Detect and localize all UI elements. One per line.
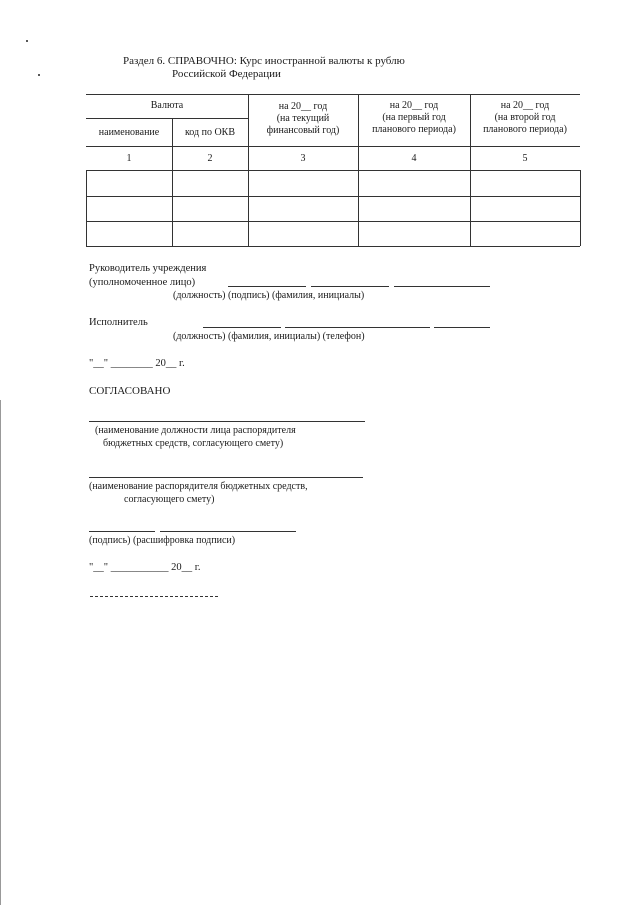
head-signature-line <box>311 286 389 287</box>
date-line-2: "__" ___________ 20__ г. <box>89 562 201 573</box>
header-col5-line2: (на второй год <box>494 112 556 123</box>
header-okv-code: код по ОКВ <box>184 127 236 138</box>
header-col5-line1: на 20__ год <box>500 100 550 111</box>
approver-caption-1a: (наименование должности лица распорядителя <box>95 425 296 436</box>
header-col4-line3: планового периода) <box>372 124 456 135</box>
approver-org-line <box>89 477 363 478</box>
col-number-4: 4 <box>411 153 417 164</box>
header-col3-line3: финансовый год) <box>266 125 340 136</box>
header-col3-line1: на 20__ год <box>278 101 328 112</box>
approver-caption-1b: бюджетных средств, согласующего смету) <box>103 438 284 449</box>
approver-caption-2b: согласующего смету) <box>124 494 215 505</box>
section-title-line1: Раздел 6. СПРАВОЧНО: Курс иностранной валюты к рублю <box>123 55 405 67</box>
executor-name-line <box>285 327 430 328</box>
approver-signature-line <box>89 531 155 532</box>
head-caption: (должность) (подпись) (фамилия, инициалы) <box>173 290 365 301</box>
header-col4-line1: на 20__ год <box>389 100 439 111</box>
header-name: наименование <box>98 127 160 138</box>
executor-phone-line <box>434 327 490 328</box>
head-name-line <box>394 286 490 287</box>
executor-position-line <box>203 327 281 328</box>
col-number-5: 5 <box>522 153 528 164</box>
executor-caption: (должность) (фамилия, инициалы) (телефон) <box>173 331 365 342</box>
header-col4-line2: (на первый год <box>382 112 446 123</box>
scan-dot <box>38 74 40 76</box>
col-number-1: 1 <box>126 153 132 164</box>
header-currency: Валюта <box>150 100 184 111</box>
head-label-2: (уполномоченное лицо) <box>89 277 196 288</box>
approved-title: СОГЛАСОВАНО <box>89 385 171 397</box>
approver-caption-2a: (наименование распорядителя бюджетных средств, <box>89 481 308 492</box>
head-label-1: Руководитель учреждения <box>89 263 207 274</box>
section-title-line2: Российской Федерации <box>172 68 281 80</box>
col-number-3: 3 <box>300 153 306 164</box>
header-col3-line2: (на текущий <box>276 113 330 124</box>
approver-caption-3: (подпись) (расшифровка подписи) <box>89 535 236 546</box>
executor-label: Исполнитель <box>89 317 148 328</box>
approver-position-line <box>89 421 365 422</box>
footnote-separator <box>90 596 218 597</box>
approver-name-line <box>160 531 296 532</box>
col-number-2: 2 <box>207 153 213 164</box>
scan-edge <box>0 400 1 905</box>
scan-dot <box>26 40 28 42</box>
header-col5-line3: планового периода) <box>483 124 567 135</box>
head-position-line <box>228 286 306 287</box>
date-line-1: "__" ________ 20__ г. <box>89 358 185 369</box>
